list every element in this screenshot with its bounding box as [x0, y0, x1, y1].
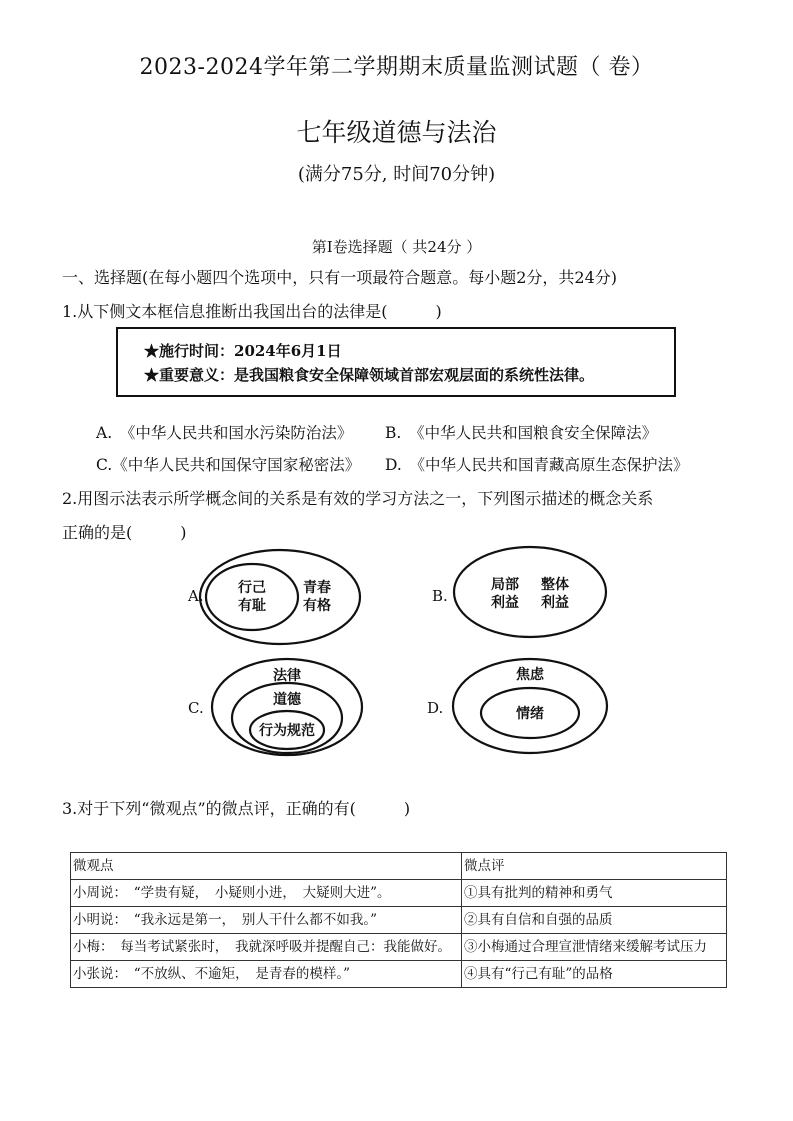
diagram-a-label: A. [188, 587, 204, 605]
diagram-b-label: B. [432, 587, 448, 605]
diagram-b-left-1: 局部 [491, 577, 519, 593]
table-row [71, 880, 727, 907]
table-row [71, 961, 727, 988]
q2-stem-line2: 正确的是( ) [62, 523, 187, 542]
diagram-a-outer-2: 有格 [303, 598, 331, 614]
diagram-c-inner: 行为规范 [259, 723, 315, 739]
q1-box-line1: ★施行时间：2024年6月1日 [144, 342, 342, 360]
table-cell-comment: ②具有自信和自强的品质 [462, 907, 727, 934]
diagram-d-inner: 情绪 [516, 706, 544, 722]
q3-table [70, 852, 727, 988]
table-row [71, 934, 727, 961]
diagram-a[interactable] [187, 550, 360, 644]
diagram-b[interactable] [432, 547, 606, 637]
table-cell-comment: ①具有批判的精神和勇气 [462, 880, 727, 907]
q1-option-c[interactable]: C.《中华人民共和国保守国家秘密法》 [96, 456, 361, 474]
diagram-d-label: D. [427, 699, 444, 717]
table-header-row [71, 853, 727, 880]
q1-box-line2: ★重要意义：是我国粮食安全保障领域首部宏观层面的系统性法律。 [144, 366, 595, 384]
q1-option-b[interactable]: B. 《中华人民共和国粮食安全保障法》 [385, 424, 658, 442]
table-cell-comment: ③小梅通过合理宣泄情绪来缓解考试压力 [462, 934, 727, 961]
table-header-cell: 微观点 [71, 853, 462, 880]
table-row [71, 907, 727, 934]
q3-stem: 3.对于下列“微观点”的微点评，正确的有( ) [62, 799, 411, 818]
subject-title: 七年级道德与法治 [296, 118, 497, 147]
diagram-d[interactable] [427, 659, 607, 753]
table-cell-view: 小张说： “不放纵、不逾矩， 是青春的模样。” [71, 961, 462, 988]
diagram-a-inner-1: 行己 [238, 580, 266, 596]
q1-option-d[interactable]: D. 《中华人民共和国青藏高原生态保护法》 [385, 456, 689, 474]
q1-stem: 1.从下侧文本框信息推断出我国出台的法律是( ) [62, 302, 442, 321]
exam-meta: (满分75分, 时间70分钟) [297, 164, 496, 185]
q2-stem-line1: 2.用图示法表示所学概念间的关系是有效的学习方法之一，下列图示描述的概念关系 [62, 489, 654, 508]
table-cell-view: 小周说： “学贵有疑， 小疑则小进， 大疑则大进”。 [71, 880, 462, 907]
diagram-a-outer-ellipse [200, 550, 360, 644]
diagram-d-outer: 焦虑 [516, 667, 544, 683]
diagram-c-middle: 道德 [273, 692, 301, 708]
diagram-b-ellipse [454, 547, 606, 637]
exam-title: 2023-2024学年第二学期期末质量监测试题（ 卷） [139, 55, 654, 80]
diagram-b-left-2: 利益 [491, 595, 519, 611]
diagram-c[interactable] [188, 659, 362, 755]
diagram-a-outer-1: 青春 [303, 580, 331, 596]
q1-option-a[interactable]: A. 《中华人民共和国水污染防治法》 [96, 424, 353, 442]
table-cell-comment: ④具有“行己有耻”的品格 [462, 961, 727, 988]
section-title: 第Ⅰ卷选择题（ 共24分 ） [311, 238, 482, 256]
diagram-a-inner-2: 有耻 [238, 598, 266, 614]
diagram-c-label: C. [188, 699, 204, 717]
table-cell-view: 小梅： 每当考试紧张时， 我就深呼吸并提醒自己：我能做好。 [71, 934, 462, 961]
section-instruction: 一、选择题(在每小题四个选项中，只有一项最符合题意。每小题2分，共24分) [62, 268, 618, 287]
diagram-b-right-1: 整体 [541, 577, 569, 593]
table-header-cell: 微点评 [462, 853, 727, 880]
diagram-b-right-2: 利益 [541, 595, 569, 611]
diagram-a-inner-ellipse [206, 564, 298, 630]
diagram-c-outer: 法律 [273, 668, 301, 684]
table-cell-view: 小明说： “我永远是第一， 别人干什么都不如我。” [71, 907, 462, 934]
